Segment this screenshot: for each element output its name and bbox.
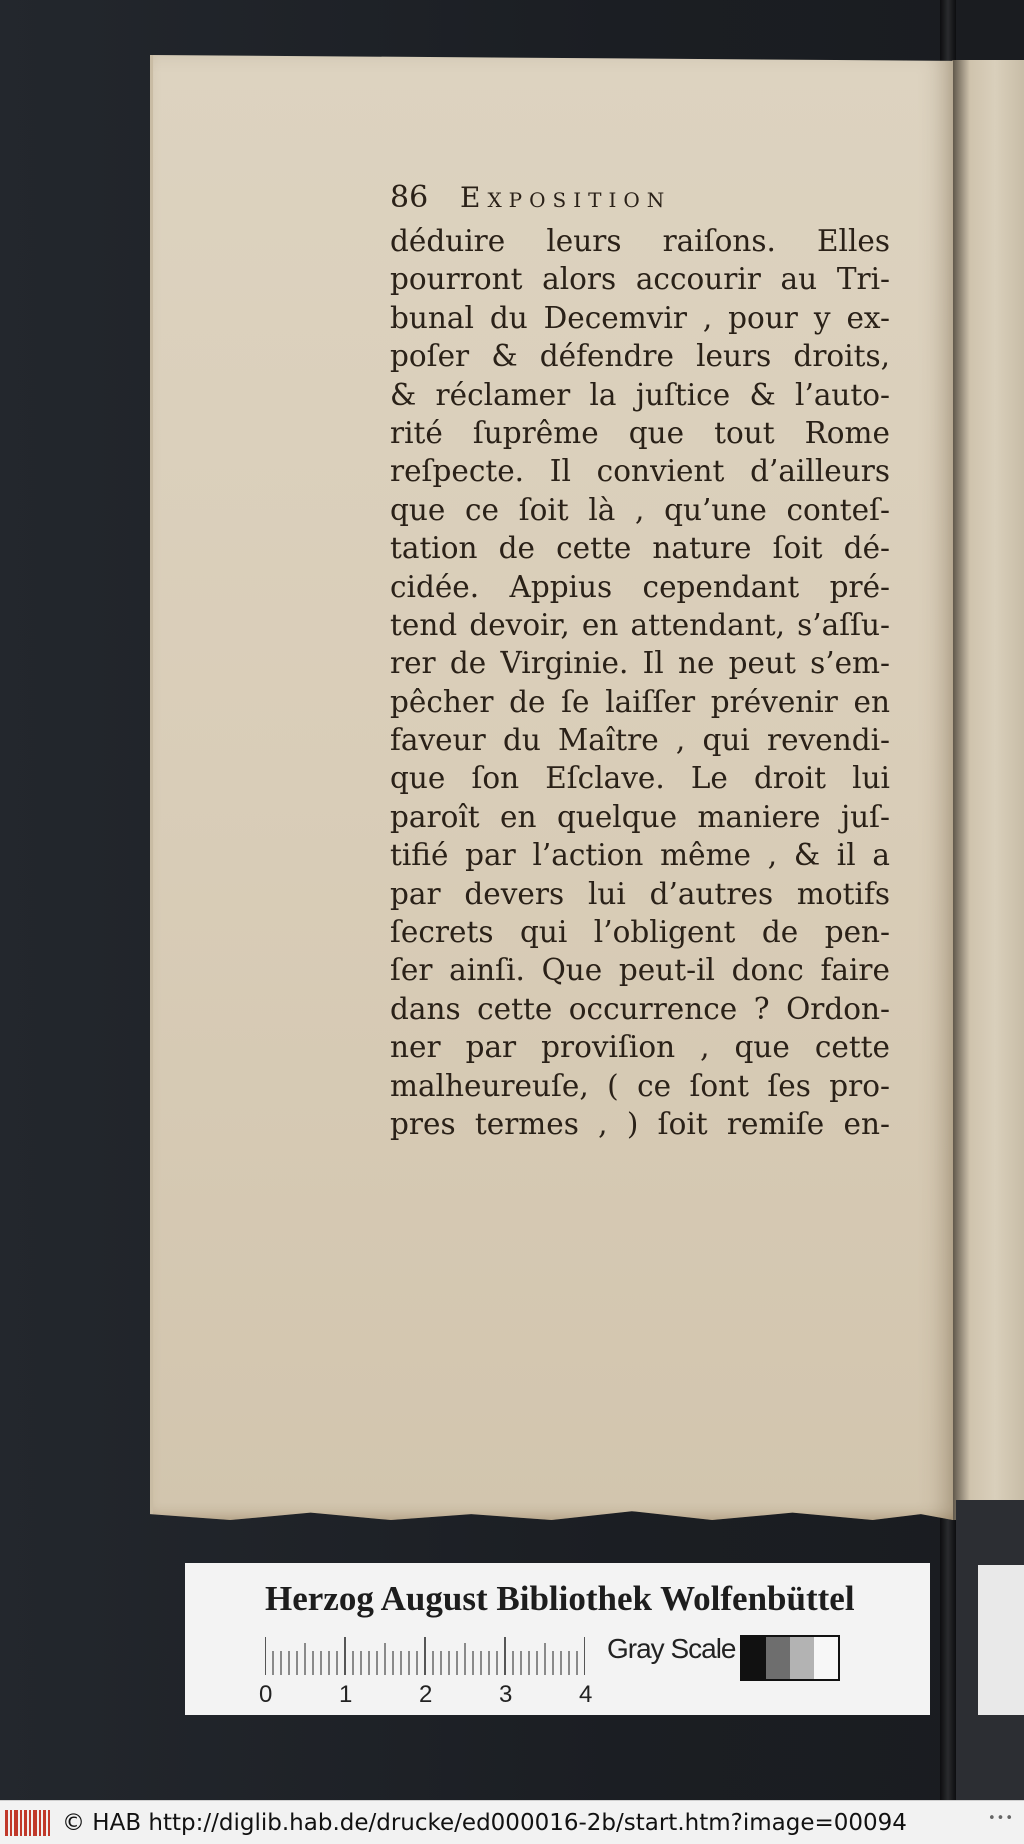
- text-line: cidée. Appius cependant pré-: [390, 569, 890, 604]
- text-line: dans cette occurrence ? Ordon-: [390, 991, 890, 1026]
- text-line: ſecrets qui l’obligent de pen-: [390, 915, 890, 950]
- grayscale-patch: [814, 1637, 838, 1679]
- text-line: pres termes , ) ſoit remiſe en-: [390, 1106, 890, 1141]
- more-icon[interactable]: •••: [987, 1811, 1014, 1826]
- text-line: que ce ſoit là , qu’une conteſ-: [390, 492, 890, 527]
- ruler-label-3: 3: [499, 1681, 513, 1708]
- grayscale-label: Gray Scale: [607, 1633, 736, 1664]
- page-number: 86: [390, 180, 429, 215]
- text-line: rité ſuprême que tout Rome: [390, 415, 890, 450]
- text-line: déduire leurs raiſons. Elles: [390, 224, 890, 258]
- grayscale-patch: [742, 1637, 766, 1679]
- ruler: [265, 1629, 585, 1675]
- status-bar: [0, 1800, 1024, 1844]
- text-line: pourront alors accourir au Tri-: [390, 262, 890, 297]
- text-lines: [390, 222, 890, 1143]
- grayscale-patches: [740, 1635, 840, 1681]
- text-line: poſer & défendre leurs droits,: [390, 339, 890, 374]
- ruler-label-1: 1: [339, 1681, 353, 1708]
- text-line: bunal du Decemvir , pour y ex-: [390, 300, 890, 335]
- ruler-label-0: 0: [259, 1681, 273, 1708]
- text-line: tend devoir, en attendant, s’aſſu-: [390, 607, 890, 642]
- text-line: que ſon Eſclave. Le droit lui: [390, 761, 890, 796]
- grayscale-patch: [790, 1637, 814, 1679]
- scale-card: [185, 1563, 930, 1715]
- library-name: Herzog August Bibliothek Wolfenbüttel: [265, 1579, 855, 1618]
- ruler-label-2: 2: [419, 1681, 433, 1708]
- text-line: malheureuſe, ( ce ſont ſes pro-: [390, 1068, 890, 1103]
- text-line: reſpecte. Il convient d’ailleurs: [390, 454, 890, 489]
- text-line: ner par proviſion , que cette: [390, 1030, 890, 1065]
- page-text-block: [390, 180, 890, 1143]
- next-scale-card-edge: [978, 1565, 1024, 1715]
- text-line: ſer ainſi. Que peut-il donc faire: [390, 953, 890, 988]
- grayscale-patch: [766, 1637, 790, 1679]
- copyright-url[interactable]: © HAB http://diglib.hab.de/drucke/ed000016-2b/start.htm?image=00094: [62, 1809, 907, 1836]
- text-line: tifié par l’action même , & il a: [390, 838, 890, 873]
- text-line: par devers lui d’autres motifs: [390, 876, 890, 911]
- text-line: paroît en quelque maniere juſ-: [390, 799, 890, 834]
- running-head: [390, 180, 890, 220]
- ruler-label-4: 4: [579, 1681, 593, 1708]
- text-line: tation de cette nature ſoit dé-: [390, 531, 890, 566]
- text-line: pêcher de ſe laiſſer prévenir en: [390, 684, 890, 719]
- text-line: & réclamer la juſtice & l’auto-: [390, 377, 890, 412]
- text-line: faveur du Maître , qui revendi-: [390, 723, 890, 758]
- text-line: rer de Virginie. Il ne peut s’em-: [390, 646, 890, 681]
- barcode-icon: [4, 1808, 52, 1838]
- next-page-edge: [952, 60, 1024, 1520]
- running-title: Exposition: [460, 181, 672, 214]
